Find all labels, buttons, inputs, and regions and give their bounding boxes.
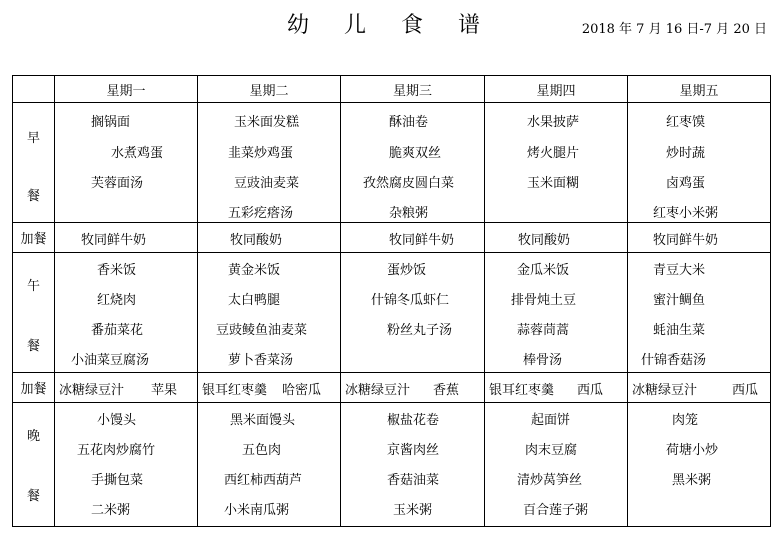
menu-item: 五色肉 [242,443,282,458]
breakfast-row [13,103,771,223]
snack-pm-row [13,373,771,403]
menu-item: 玉米面糊 [527,176,580,191]
menu-item: 小馒头 [97,413,137,428]
lunch-tue [198,253,341,373]
dinner-label [13,403,55,527]
menu-item: 肉笼 [672,413,699,428]
dinner-tue [198,403,341,527]
menu-item: 西红柿西葫芦 [224,473,303,488]
menu-item: 太白鸭腿 [228,293,281,308]
menu-item: 脆爽双丝 [389,146,442,161]
menu-item: 杂粮粥 [389,206,429,221]
dinner-mon [55,403,198,527]
dinner-fri [628,403,771,527]
dinner-label-char-2: 餐 [26,489,40,504]
menu-item: 红烧肉 [97,293,137,308]
menu-item: 冰糖绿豆汁 [345,383,411,398]
menu-item: 牧同鲜牛奶 [81,233,147,248]
menu-item: 牧同酸奶 [518,233,571,248]
menu-item: 酥油卷 [389,115,429,130]
snack-pm-wed [341,373,485,403]
menu-item: 粉丝丸子汤 [387,323,453,338]
breakfast-label [13,103,55,223]
day-header-thu: 星期四 [485,76,628,103]
lunch-mon [55,253,198,373]
menu-item: 小油菜豆腐汤 [71,353,150,368]
lunch-label-char-2: 餐 [26,339,40,354]
menu-item: 香米饭 [97,263,137,278]
menu-item: 清炒莴笋丝 [517,473,583,488]
menu-item: 黑米面馒头 [230,413,296,428]
menu-item: 香菇油菜 [387,473,440,488]
menu-item: 蛋炒饭 [387,263,427,278]
menu-item: 豆豉鲮鱼油麦菜 [216,323,308,338]
menu-item: 水果披萨 [527,115,580,130]
menu-item: 番茄菜花 [91,323,144,338]
menu-item: 蒜蓉茼蒿 [517,323,570,338]
dinner-thu [485,403,628,527]
snack-pm-mon [55,373,198,403]
menu-item: 玉米面发糕 [234,115,300,130]
header-row [13,76,771,103]
lunch-label-char-1: 午 [26,279,40,294]
menu-item: 黄金米饭 [228,263,281,278]
menu-item: 哈密瓜 [282,383,322,398]
snack-am-wed [341,223,485,253]
breakfast-thu [485,103,628,223]
menu-item: 西瓜 [732,383,759,398]
menu-item: 冰糖绿豆汁 [59,383,125,398]
menu-item: 烤火腿片 [527,146,580,161]
menu-item: 炒时蔬 [666,146,706,161]
snack-am-fri [628,223,771,253]
menu-item: 椒盐花卷 [387,413,440,428]
snack-am-mon [55,223,198,253]
snack-am-label: 加餐 [13,223,55,253]
menu-item: 排骨炖土豆 [511,293,577,308]
menu-item: 豆豉油麦菜 [234,176,300,191]
menu-item: 青豆大米 [653,263,706,278]
breakfast-wed [341,103,485,223]
snack-pm-thu [485,373,628,403]
snack-am-tue [198,223,341,253]
snack-pm-fri [628,373,771,403]
day-header-mon: 星期一 [55,76,198,103]
lunch-thu [485,253,628,373]
dinner-wed [341,403,485,527]
menu-item: 红枣小米粥 [653,206,719,221]
menu-item: 蚝油生菜 [653,323,706,338]
menu-item: 玉米粥 [393,503,433,518]
menu-item: 西瓜 [577,383,604,398]
menu-item: 香蕉 [433,383,460,398]
menu-item: 金瓜米饭 [517,263,570,278]
menu-item: 冰糖绿豆汁 [632,383,698,398]
menu-item: 萝卜香菜汤 [228,353,294,368]
menu-item: 小米南瓜粥 [224,503,290,518]
menu-item: 蜜汁鲷鱼 [653,293,706,308]
menu-item: 银耳红枣羹 [202,383,268,398]
lunch-label [13,253,55,373]
breakfast-fri [628,103,771,223]
menu-item: 五花肉炒腐竹 [77,443,156,458]
day-header-tue: 星期二 [198,76,341,103]
menu-item: 二米粥 [91,503,131,518]
menu-item: 孜然腐皮圆白菜 [363,176,455,191]
menu-item: 起面饼 [531,413,571,428]
menu-item: 肉末豆腐 [525,443,578,458]
breakfast-label-char-1: 早 [26,131,40,146]
menu-item: 卤鸡蛋 [666,176,706,191]
day-header-wed: 星期三 [341,76,485,103]
breakfast-tue [198,103,341,223]
day-header-fri: 星期五 [628,76,771,103]
menu-item: 百合莲子粥 [523,503,589,518]
snack-am-row [13,223,771,253]
page-title: 幼 儿 食 谱 [287,13,494,38]
menu-item: 芙蓉面汤 [91,176,144,191]
date-range: 2018 年 7 月 16 日-7 月 20 日 [581,22,767,37]
menu-item: 牧同鲜牛奶 [389,233,455,248]
menu-item: 水煮鸡蛋 [111,146,164,161]
snack-pm-label: 加餐 [13,373,55,403]
lunch-fri [628,253,771,373]
menu-item: 五彩疙瘩汤 [228,206,294,221]
corner-cell [13,76,55,103]
menu-item: 什锦香菇汤 [641,353,707,368]
menu-item: 苹果 [151,383,178,398]
dinner-row [13,403,771,527]
menu-item: 红枣馍 [666,115,706,130]
lunch-row [13,253,771,373]
snack-pm-tue [198,373,341,403]
menu-item: 荷塘小炒 [666,443,719,458]
lunch-wed [341,253,485,373]
dinner-label-char-1: 晚 [26,429,40,444]
breakfast-label-char-2: 餐 [26,189,40,204]
menu-item: 搁锅面 [91,115,131,130]
menu-item: 牧同酸奶 [230,233,283,248]
menu-table [12,75,771,527]
menu-item: 什锦冬瓜虾仁 [371,293,450,308]
menu-item: 韭菜炒鸡蛋 [228,146,294,161]
breakfast-mon [55,103,198,223]
snack-am-thu [485,223,628,253]
menu-item: 牧同鲜牛奶 [653,233,719,248]
menu-item: 黑米粥 [672,473,712,488]
menu-item: 棒骨汤 [523,353,563,368]
menu-item: 京酱肉丝 [387,443,440,458]
menu-item: 银耳红枣羹 [489,383,555,398]
menu-item: 手撕包菜 [91,473,144,488]
